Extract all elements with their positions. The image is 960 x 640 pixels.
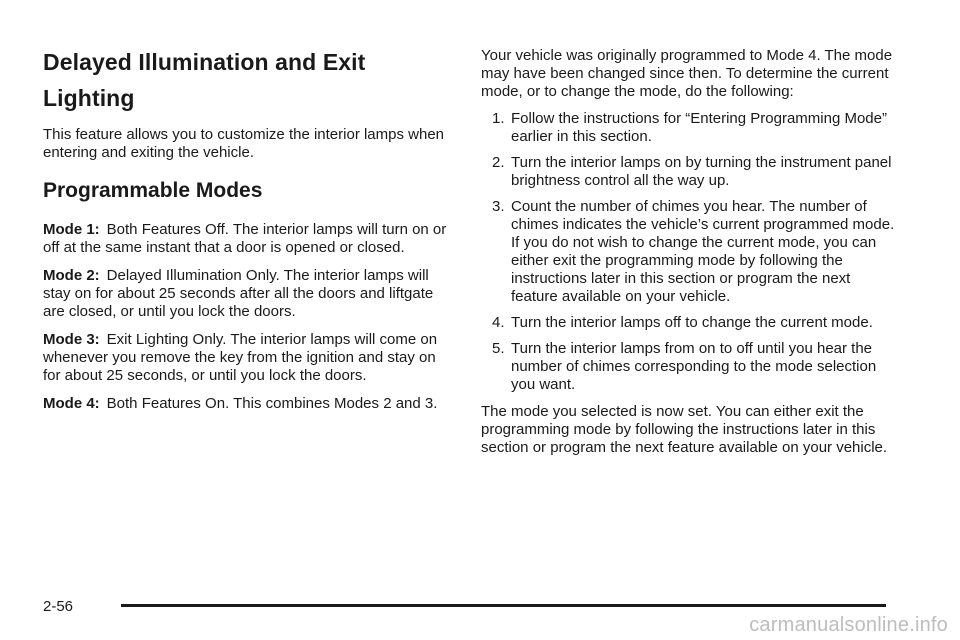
step-text: Turn the interior lamps from on to off until you hear the number of chimes corresponding to the mode selection you want.	[511, 340, 877, 393]
step-item	[481, 314, 901, 332]
mode-4-text: Both Features On. This combines Modes 2 and 3.	[106, 395, 438, 412]
right-column	[481, 0, 901, 457]
section-title	[43, 44, 453, 116]
step-item	[481, 110, 901, 146]
section-title-line1: Delayed Illumination and Exit	[43, 49, 366, 75]
step-text: Count the number of chimes you hear. The number of chimes indicates the vehicle’s current programmed mode. If you do not wish to change the current mode, you can either exit the programming mode by following the instructions later in this section or program the next feature available on your vehicle.	[511, 198, 895, 305]
step-text: Follow the instructions for “Entering Programming Mode” earlier in this section.	[511, 110, 887, 145]
mode-4-paragraph	[43, 395, 453, 413]
mode-3-text: Exit Lighting Only. The interior lamps will come on whenever you remove the key from the ignition and stay on for about 25 seconds, or until you lock the doors.	[43, 331, 438, 384]
step-text: Turn the interior lamps on by turning the instrument panel brightness control all the way up.	[511, 154, 892, 189]
mode-4-label: Mode 4:	[43, 395, 100, 412]
mode-check-intro: Your vehicle was originally programmed to Mode 4. The mode may have been changed since then. To determine the current mode, or to change the mode, do the following:	[481, 47, 893, 100]
programmable-modes-heading: Programmable Modes	[43, 179, 263, 202]
watermark: carmanualsonline.info	[749, 614, 948, 636]
mode-2-paragraph	[43, 267, 453, 321]
feature-intro: This feature allows you to customize the interior lamps when entering and exiting the vehicle.	[43, 126, 445, 161]
step-item	[481, 198, 901, 306]
step-number: 1 .	[492, 110, 505, 128]
step-item	[481, 340, 901, 394]
section-title-line2: Lighting	[43, 85, 135, 111]
mode-3-paragraph	[43, 331, 453, 385]
mode-1-text: Both Features Off. The interior lamps will turn on or off at the same instant that a door is opened or closed.	[43, 221, 447, 256]
footer-rule	[121, 604, 886, 607]
mode-2-text: Delayed Illumination Only. The interior lamps will stay on for about 25 seconds after all the doors and liftgate are closed, or until you lock the doors.	[43, 267, 434, 320]
closing-paragraph: The mode you selected is now set. You can either exit the programming mode by following the instructions later in this section or program the next feature available on your vehicle.	[481, 403, 888, 456]
mode-3-label: Mode 3:	[43, 331, 100, 348]
page-number: 2-56	[43, 598, 74, 615]
mode-1-label: Mode 1:	[43, 221, 100, 238]
mode-2-label: Mode 2:	[43, 267, 100, 284]
step-number: 3 .	[492, 198, 505, 216]
step-item	[481, 154, 901, 190]
step-number: 4 .	[492, 314, 505, 332]
left-column	[43, 0, 453, 413]
step-number: 5 .	[492, 340, 505, 358]
mode-1-paragraph	[43, 221, 453, 257]
programming-steps-list	[481, 110, 901, 394]
step-number: 2 .	[492, 154, 505, 172]
step-text: Turn the interior lamps off to change the current mode.	[511, 314, 873, 331]
